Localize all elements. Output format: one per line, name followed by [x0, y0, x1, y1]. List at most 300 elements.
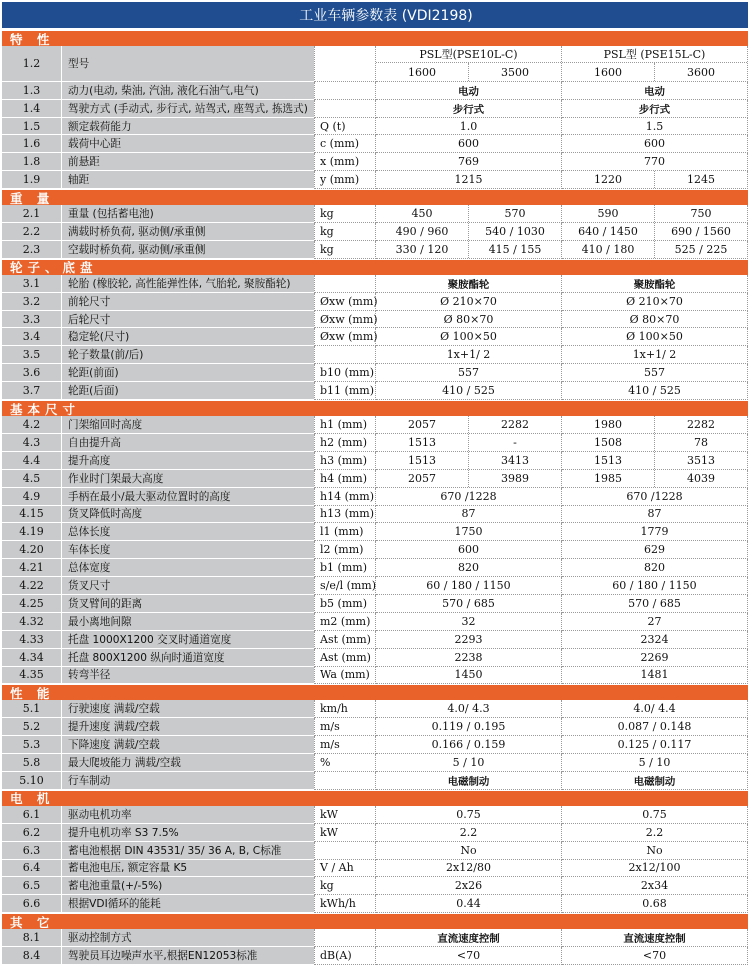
row-unit	[314, 46, 376, 82]
model-a-values	[376, 382, 562, 400]
value-cell: 0.125 / 0.117	[617, 738, 692, 752]
model-b-values	[562, 171, 748, 189]
row-number: 1.3	[2, 82, 62, 100]
table-row	[2, 153, 748, 171]
model-b-values	[562, 100, 748, 118]
row-number: 1.4	[2, 100, 62, 118]
model-a-values	[376, 842, 562, 860]
model-a-values	[376, 577, 562, 595]
value-cell: 1513	[408, 453, 436, 467]
model-b-values	[562, 382, 748, 400]
table-row	[2, 118, 748, 136]
row-number: 3.7	[2, 382, 62, 400]
model-b-values	[562, 275, 748, 293]
row-label: 前悬距	[62, 153, 314, 171]
value-cell: 570 / 685	[628, 596, 681, 610]
row-number: 5.1	[2, 700, 62, 718]
model-a-values	[376, 452, 562, 470]
row-number: 3.4	[2, 328, 62, 346]
model-a-values	[376, 328, 562, 346]
model-a-values	[376, 153, 562, 171]
value-cell: 2x26	[454, 879, 483, 893]
row-label: 蓄电池重量(+/-5%)	[62, 877, 314, 895]
row-number: 4.4	[2, 452, 62, 470]
value-cell: 0.75	[642, 807, 667, 821]
table-row	[2, 772, 748, 790]
model-b-values	[562, 541, 748, 559]
row-number: 4.19	[2, 523, 62, 541]
value-cell: 0.087 / 0.148	[617, 720, 692, 734]
value-cell: 1x+1/ 2	[632, 348, 677, 362]
value-cell: <70	[456, 949, 481, 963]
value-cell: 0.119 / 0.195	[431, 720, 506, 734]
row-label: 轮距(前面)	[62, 364, 314, 382]
model-name: PSL型 (PSE15L-C)	[562, 46, 747, 63]
value-cell: -	[468, 434, 561, 451]
value-cell: 600	[644, 137, 665, 151]
row-label: 作业时门架最大高度	[62, 470, 314, 488]
value-cell: 557	[458, 366, 479, 380]
value-cell: 690 / 1560	[654, 223, 747, 240]
table-row	[2, 364, 748, 382]
value-cell: 415 / 155	[468, 241, 561, 258]
model-b-values	[562, 434, 748, 452]
row-label: 托盘 800X1200 纵向时通道宽度	[62, 649, 314, 667]
row-unit: Øxw (mm)	[314, 311, 376, 329]
model-a-values	[376, 595, 562, 613]
row-unit: %	[314, 754, 376, 772]
model-b-values	[562, 877, 748, 895]
row-number: 4.32	[2, 613, 62, 631]
model-b-values	[562, 506, 748, 524]
model-b-values	[562, 82, 748, 100]
row-number: 5.8	[2, 754, 62, 772]
row-label: 空载时桥负荷, 驱动侧/承重侧	[62, 241, 314, 259]
value-cell: 直流速度控制	[437, 933, 500, 946]
value-cell: 410 / 525	[628, 384, 681, 398]
value-cell: 2.2	[459, 825, 478, 839]
model-a-values	[376, 364, 562, 382]
value-cell: 聚胺酯轮	[447, 278, 490, 291]
model-b-values	[562, 416, 748, 434]
value-cell: 电磁制动	[633, 775, 676, 788]
value-cell: 1220	[594, 173, 622, 187]
section-header: 特 性	[2, 30, 748, 46]
model-b-values	[562, 118, 748, 136]
row-unit	[314, 929, 376, 947]
row-label: 动力(电动, 柴油, 汽油, 液化石油气,电气)	[62, 82, 314, 100]
value-cell: 0.44	[456, 897, 481, 911]
table-row	[2, 452, 748, 470]
model-name: PSL型(PSE10L-C)	[376, 46, 561, 63]
row-number: 1.9	[2, 171, 62, 189]
model-a-values	[376, 293, 562, 311]
model-b-values	[562, 346, 748, 364]
row-label: 提升电机功率 S3 7.5%	[62, 824, 314, 842]
model-a-values	[376, 205, 562, 223]
row-unit: kg	[314, 223, 376, 241]
model-a-values	[376, 275, 562, 293]
value-cell: 1450	[454, 668, 483, 682]
row-unit	[314, 275, 376, 293]
row-label: 额定载荷能力	[62, 118, 314, 136]
row-number: 6.1	[2, 806, 62, 824]
value-cell: 3413	[468, 452, 561, 469]
row-unit: c (mm)	[314, 135, 376, 153]
model-b-values	[562, 559, 748, 577]
value-cell: 1513	[408, 435, 436, 449]
model-b-values	[562, 523, 748, 541]
table-row	[2, 416, 748, 434]
value-cell: 570 / 685	[442, 596, 495, 610]
model-a-values	[376, 667, 562, 685]
value-cell: 410 / 525	[442, 384, 495, 398]
row-number: 4.2	[2, 416, 62, 434]
section-header: 重 量	[2, 189, 748, 205]
row-number: 1.6	[2, 135, 62, 153]
row-number: 3.6	[2, 364, 62, 382]
value-cell: 2.2	[645, 825, 664, 839]
value-cell: 590	[597, 207, 619, 221]
row-number: 3.3	[2, 311, 62, 329]
row-label: 驱动电机功率	[62, 806, 314, 824]
table-row	[2, 824, 748, 842]
row-unit	[314, 842, 376, 860]
row-label: 重量 (包括蓄电池)	[62, 205, 314, 223]
row-label: 提升速度 满载/空载	[62, 718, 314, 736]
model-b-values	[562, 667, 748, 685]
table-row	[2, 100, 748, 118]
table-row	[2, 434, 748, 452]
row-unit: b10 (mm)	[314, 364, 376, 382]
value-cell: 2293	[454, 632, 483, 646]
row-label: 转弯半径	[62, 667, 314, 685]
value-cell: 60 / 180 / 1150	[426, 579, 511, 592]
value-cell: 3513	[654, 452, 747, 469]
value-cell: 步行式	[452, 103, 485, 116]
value-cell: 27	[647, 614, 662, 628]
model-a-values	[376, 488, 562, 506]
row-label: 货叉臂间的距离	[62, 595, 314, 613]
row-label: 最小离地间隙	[62, 613, 314, 631]
row-unit: h1 (mm)	[314, 416, 376, 434]
row-label: 货叉尺寸	[62, 577, 314, 595]
model-b-values	[562, 754, 748, 772]
table-row	[2, 649, 748, 667]
row-unit: l1 (mm)	[314, 523, 376, 541]
model-b-values	[562, 649, 748, 667]
model-a-values	[376, 523, 562, 541]
model-variants	[562, 63, 747, 80]
value-cell: 640 / 1450	[578, 224, 638, 238]
model-a-values	[376, 311, 562, 329]
row-label: 轴距	[62, 171, 314, 189]
value-cell: 490 / 960	[395, 224, 449, 238]
row-unit	[314, 772, 376, 790]
value-cell: 0.68	[642, 897, 667, 911]
row-unit: m/s	[314, 736, 376, 754]
row-number: 1.2	[2, 46, 62, 82]
value-cell: Ø 80×70	[443, 312, 494, 326]
row-unit: h14 (mm)	[314, 488, 376, 506]
table-title: 工业车辆参数表 (VDI2198)	[2, 2, 748, 28]
table-row	[2, 541, 748, 559]
value-cell: 2238	[454, 650, 483, 664]
row-label: 提升高度	[62, 452, 314, 470]
model-b-values	[562, 929, 748, 947]
model-b-values	[562, 718, 748, 736]
table-row	[2, 241, 748, 259]
row-label: 前轮尺寸	[62, 293, 314, 311]
table-row	[2, 595, 748, 613]
model-b-values	[562, 241, 748, 259]
row-unit: b5 (mm)	[314, 595, 376, 613]
section-header: 轮子、底盘	[2, 259, 748, 275]
model-b-values	[562, 947, 748, 965]
value-cell: 1513	[594, 453, 622, 467]
value-cell: Ø 210×70	[440, 294, 497, 308]
row-number: 4.3	[2, 434, 62, 452]
value-cell: 电动	[458, 85, 479, 98]
value-cell: 1779	[640, 525, 669, 539]
row-unit: m2 (mm)	[314, 613, 376, 631]
row-label: 手柄在最小/最大驱动位置时的高度	[62, 488, 314, 506]
table-row	[2, 613, 748, 631]
table-row	[2, 577, 748, 595]
value-cell: 32	[461, 614, 476, 628]
model-b-values	[562, 577, 748, 595]
row-unit: Øxw (mm)	[314, 328, 376, 346]
value-cell: 1215	[454, 173, 483, 187]
row-label: 后轮尺寸	[62, 311, 314, 329]
row-unit: m/s	[314, 718, 376, 736]
value-cell: 570	[468, 205, 561, 222]
value-cell: 1.5	[645, 119, 664, 133]
model-b-values	[562, 772, 748, 790]
table-row	[2, 895, 748, 913]
row-label: 型号	[62, 46, 314, 82]
model-b-values	[562, 205, 748, 223]
value-cell: 1x+1/ 2	[446, 348, 491, 362]
model-a-values	[376, 100, 562, 118]
value-cell: 670 /1228	[626, 489, 683, 503]
row-unit	[314, 100, 376, 118]
row-label: 总体宽度	[62, 559, 314, 577]
model-b-values	[562, 842, 748, 860]
row-unit: b11 (mm)	[314, 382, 376, 400]
value-cell: 78	[654, 434, 747, 451]
table-row	[2, 877, 748, 895]
value-cell: 629	[644, 543, 665, 557]
model-a-values	[376, 772, 562, 790]
model-variants	[376, 63, 561, 80]
row-number: 6.3	[2, 842, 62, 860]
value-cell: 2x12/100	[628, 861, 681, 875]
value-cell: 2x34	[640, 879, 669, 893]
value-cell: 600	[458, 137, 479, 151]
value-cell: 540 / 1030	[468, 223, 561, 240]
row-number: 2.1	[2, 205, 62, 223]
table-row	[2, 506, 748, 524]
value-cell: 电磁制动	[447, 775, 490, 788]
table-row	[2, 523, 748, 541]
row-number: 4.25	[2, 595, 62, 613]
row-label: 蓄电池根据 DIN 43531/ 35/ 36 A, B, C标准	[62, 842, 314, 860]
model-a-values	[376, 631, 562, 649]
row-number: 1.5	[2, 118, 62, 136]
value-cell: 670 /1228	[440, 489, 497, 503]
model-a-header	[376, 46, 562, 82]
table-row	[2, 311, 748, 329]
row-unit: km/h	[314, 700, 376, 718]
row-label: 驾驶方式 (手动式, 步行式, 站驾式, 座驾式, 拣选式)	[62, 100, 314, 118]
value-cell: 820	[644, 561, 665, 575]
value-cell: 4.0/ 4.4	[633, 702, 676, 716]
row-unit: kW	[314, 824, 376, 842]
row-number: 4.22	[2, 577, 62, 595]
model-a-values	[376, 171, 562, 189]
model-b-values	[562, 488, 748, 506]
value-cell: 2x12/80	[446, 861, 491, 875]
row-number: 4.34	[2, 649, 62, 667]
model-b-values	[562, 293, 748, 311]
table-row	[2, 382, 748, 400]
row-label: 最大爬坡能力 满载/空载	[62, 754, 314, 772]
model-a-values	[376, 82, 562, 100]
model-b-header	[562, 46, 748, 82]
row-unit: kg	[314, 877, 376, 895]
model-a-values	[376, 736, 562, 754]
section-header: 电 机	[2, 790, 748, 806]
row-number: 2.2	[2, 223, 62, 241]
model-a-values	[376, 416, 562, 434]
model-b-values	[562, 824, 748, 842]
value-cell: 750	[654, 205, 747, 222]
row-label: 驱动控制方式	[62, 929, 314, 947]
row-number: 4.21	[2, 559, 62, 577]
model-variant: 3500	[468, 63, 561, 80]
table-row	[2, 223, 748, 241]
row-label: 载荷中心距	[62, 135, 314, 153]
value-cell: 0.166 / 0.159	[431, 738, 506, 752]
row-unit: h13 (mm)	[314, 506, 376, 524]
row-unit: kg	[314, 241, 376, 259]
row-number: 5.2	[2, 718, 62, 736]
value-cell: 770	[644, 155, 665, 169]
value-cell: 1245	[654, 171, 747, 188]
row-label: 下降速度 满载/空载	[62, 736, 314, 754]
value-cell: Ø 100×50	[626, 330, 683, 344]
value-cell: 60 / 180 / 1150	[612, 579, 697, 592]
value-cell: 4039	[654, 470, 747, 487]
row-number: 4.9	[2, 488, 62, 506]
value-cell: 1980	[594, 417, 622, 431]
row-unit: dB(A)	[314, 947, 376, 965]
value-cell: 2282	[468, 416, 561, 433]
model-a-values	[376, 346, 562, 364]
model-variant: 1600	[594, 65, 622, 79]
model-b-values	[562, 595, 748, 613]
model-a-values	[376, 541, 562, 559]
row-unit: kg	[314, 205, 376, 223]
row-unit: x (mm)	[314, 153, 376, 171]
model-variant: 3600	[654, 63, 747, 80]
model-a-values	[376, 754, 562, 772]
value-cell: Ø 100×50	[440, 330, 497, 344]
model-b-values	[562, 470, 748, 488]
value-cell: 769	[458, 155, 479, 169]
model-a-values	[376, 947, 562, 965]
table-row	[2, 947, 748, 965]
value-cell: 聚胺酯轮	[633, 278, 676, 291]
row-number: 6.2	[2, 824, 62, 842]
row-number: 5.3	[2, 736, 62, 754]
row-number: 6.5	[2, 877, 62, 895]
row-label: 蓄电池电压, 额定容量 K5	[62, 860, 314, 878]
row-unit: Wa (mm)	[314, 667, 376, 685]
value-cell: 5 / 10	[452, 756, 485, 770]
table-row	[2, 328, 748, 346]
model-a-values	[376, 649, 562, 667]
model-a-values	[376, 718, 562, 736]
model-b-values	[562, 736, 748, 754]
row-number: 8.1	[2, 929, 62, 947]
row-number: 1.8	[2, 153, 62, 171]
section-header: 其 它	[2, 913, 748, 929]
row-unit: s/e/l (mm)	[314, 577, 376, 595]
table-row	[2, 631, 748, 649]
table-row	[2, 754, 748, 772]
row-unit	[314, 82, 376, 100]
row-label: 稳定轮(尺寸)	[62, 328, 314, 346]
row-label: 满载时桥负荷, 驱动侧/承重侧	[62, 223, 314, 241]
row-unit: l2 (mm)	[314, 541, 376, 559]
model-a-values	[376, 135, 562, 153]
row-label: 行车制动	[62, 772, 314, 790]
model-a-values	[376, 506, 562, 524]
row-unit: Øxw (mm)	[314, 293, 376, 311]
model-a-values	[376, 559, 562, 577]
value-cell: 525 / 225	[654, 241, 747, 258]
model-b-values	[562, 806, 748, 824]
row-number: 5.10	[2, 772, 62, 790]
table-row	[2, 488, 748, 506]
row-unit: h3 (mm)	[314, 452, 376, 470]
model-b-values	[562, 860, 748, 878]
row-number: 4.5	[2, 470, 62, 488]
value-cell: 87	[647, 507, 662, 521]
row-label: 轮距(后面)	[62, 382, 314, 400]
table-row	[2, 205, 748, 223]
row-label: 轮子数量(前/后)	[62, 346, 314, 364]
row-unit: b1 (mm)	[314, 559, 376, 577]
model-a-values	[376, 434, 562, 452]
value-cell: 2282	[654, 416, 747, 433]
row-label: 托盘 1000X1200 交叉时通道宽度	[62, 631, 314, 649]
model-a-values	[376, 470, 562, 488]
table-row	[2, 860, 748, 878]
value-cell: 步行式	[638, 103, 671, 116]
value-cell: 4.0/ 4.3	[447, 702, 490, 716]
model-a-values	[376, 824, 562, 842]
row-label: 根据VDI循环的能耗	[62, 895, 314, 913]
row-number: 4.33	[2, 631, 62, 649]
model-a-values	[376, 895, 562, 913]
row-number: 3.2	[2, 293, 62, 311]
row-unit: Ast (mm)	[314, 649, 376, 667]
row-label: 总体长度	[62, 523, 314, 541]
row-label: 门架缩回时高度	[62, 416, 314, 434]
